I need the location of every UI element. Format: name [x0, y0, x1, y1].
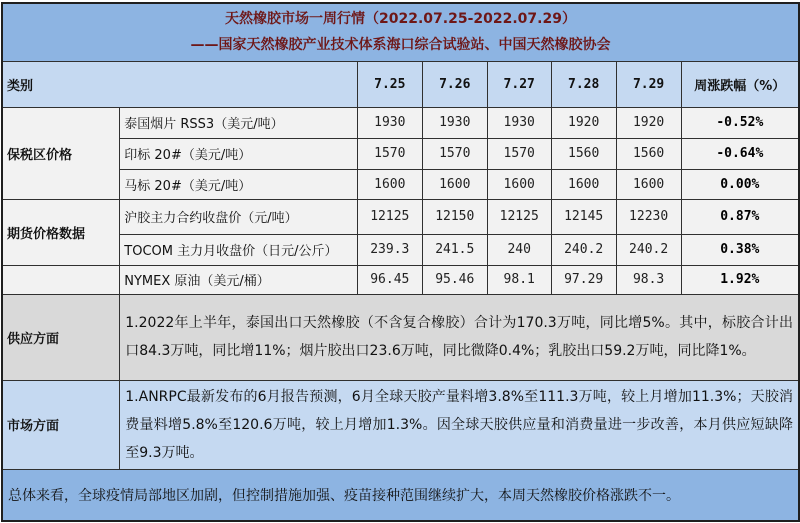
price-cell: 1600: [422, 169, 487, 199]
price-cell: 1560: [616, 138, 681, 169]
table-row: [2, 169, 799, 199]
price-cell: 1560: [551, 138, 616, 169]
group-label-empty: [2, 265, 120, 294]
table-row: [2, 265, 799, 294]
weekly-change-cell: -0.52%: [681, 107, 799, 138]
date-header-2: 7.26: [422, 61, 487, 107]
weekly-change-cell: 0.87%: [681, 199, 799, 234]
price-cell: 98.3: [616, 265, 681, 294]
price-cell: 12230: [616, 199, 681, 234]
weekly-change-cell: 0.00%: [681, 169, 799, 199]
table-row: [2, 199, 799, 234]
price-cell: 95.46: [422, 265, 487, 294]
date-header-1: 7.25: [357, 61, 422, 107]
page-subtitle: ——国家天然橡胶产业技术体系海口综合试验站、中国天然橡胶协会: [190, 37, 611, 54]
price-cell: 1570: [357, 138, 422, 169]
price-cell: 12125: [487, 199, 551, 234]
table-row: [2, 107, 799, 138]
row-label: NYMEX 原油（美元/桶）: [120, 265, 358, 294]
row-label: 印标 20#（美元/吨）: [120, 138, 358, 169]
market-section-row: [2, 380, 799, 469]
price-cell: 1930: [487, 107, 551, 138]
row-label: 马标 20#（美元/吨）: [120, 169, 358, 199]
price-cell: 239.3: [357, 234, 422, 265]
date-header-4: 7.28: [551, 61, 616, 107]
price-cell: 1600: [551, 169, 616, 199]
price-cell: 1600: [616, 169, 681, 199]
price-cell: 12125: [357, 199, 422, 234]
market-section-text: 1.ANRPC最新发布的6月报告预测，6月全球天胶产量料增3.8%至111.3万吨，较上月增加11.3%；天胶消费量料增5.8%至120.6万吨，较上月增加1.3%。因全球天胶供应量和消费量进一步改善，本月供应短缺降至9.3万吨。: [120, 380, 799, 469]
date-header-3: 7.27: [487, 61, 551, 107]
date-header-5: 7.29: [616, 61, 681, 107]
group-label-futures: 期货价格数据: [2, 199, 120, 265]
price-cell: 1920: [616, 107, 681, 138]
price-cell: 1920: [551, 107, 616, 138]
price-cell: 98.1: [487, 265, 551, 294]
table-row: [2, 234, 799, 265]
weekly-change-cell: 0.38%: [681, 234, 799, 265]
row-label: 沪胶主力合约收盘价（元/吨）: [120, 199, 358, 234]
title-band: [2, 3, 799, 61]
table-row: [2, 138, 799, 169]
price-cell: 12150: [422, 199, 487, 234]
price-cell: 1600: [487, 169, 551, 199]
summary-text: 总体来看，全球疫情局部地区加剧，但控制措施加强、疫苗接种范围继续扩大，本周天然橡胶价格涨跌不一。: [2, 469, 799, 521]
supply-section-label: 供应方面: [2, 294, 120, 380]
rubber-market-weekly-table: [1, 2, 800, 522]
row-label: TOCOM 主力月收盘价（日元/公斤）: [120, 234, 358, 265]
price-cell: 1930: [422, 107, 487, 138]
weekly-change-cell: -0.64%: [681, 138, 799, 169]
group-label-bonded: 保税区价格: [2, 107, 120, 199]
price-cell: 12145: [551, 199, 616, 234]
title-cell: [2, 3, 799, 61]
page-title: 天然橡胶市场一周行情（2022.07.25-2022.07.29）: [225, 11, 576, 28]
price-cell: 241.5: [422, 234, 487, 265]
price-cell: 1600: [357, 169, 422, 199]
supply-section-text: 1.2022年上半年，泰国出口天然橡胶（不含复合橡胶）合计为170.3万吨，同比增5%。其中，标胶合计出口84.3万吨，同比增11%；烟片胶出口23.6万吨，同比微降0.4%；乳胶出口59.2万吨，同比降1%。: [120, 294, 799, 380]
market-section-label: 市场方面: [2, 380, 120, 469]
supply-section-row: [2, 294, 799, 380]
change-header: 周涨跌幅（%）: [681, 61, 799, 107]
price-cell: 1570: [487, 138, 551, 169]
price-cell: 96.45: [357, 265, 422, 294]
category-header: 类别: [2, 61, 357, 107]
price-cell: 1570: [422, 138, 487, 169]
price-cell: 97.29: [551, 265, 616, 294]
price-cell: 240.2: [616, 234, 681, 265]
price-cell: 240.2: [551, 234, 616, 265]
summary-band: [2, 469, 799, 521]
column-header-row: [2, 61, 799, 107]
row-label: 泰国烟片 RSS3（美元/吨）: [120, 107, 358, 138]
price-cell: 1930: [357, 107, 422, 138]
price-cell: 240: [487, 234, 551, 265]
weekly-change-cell: 1.92%: [681, 265, 799, 294]
